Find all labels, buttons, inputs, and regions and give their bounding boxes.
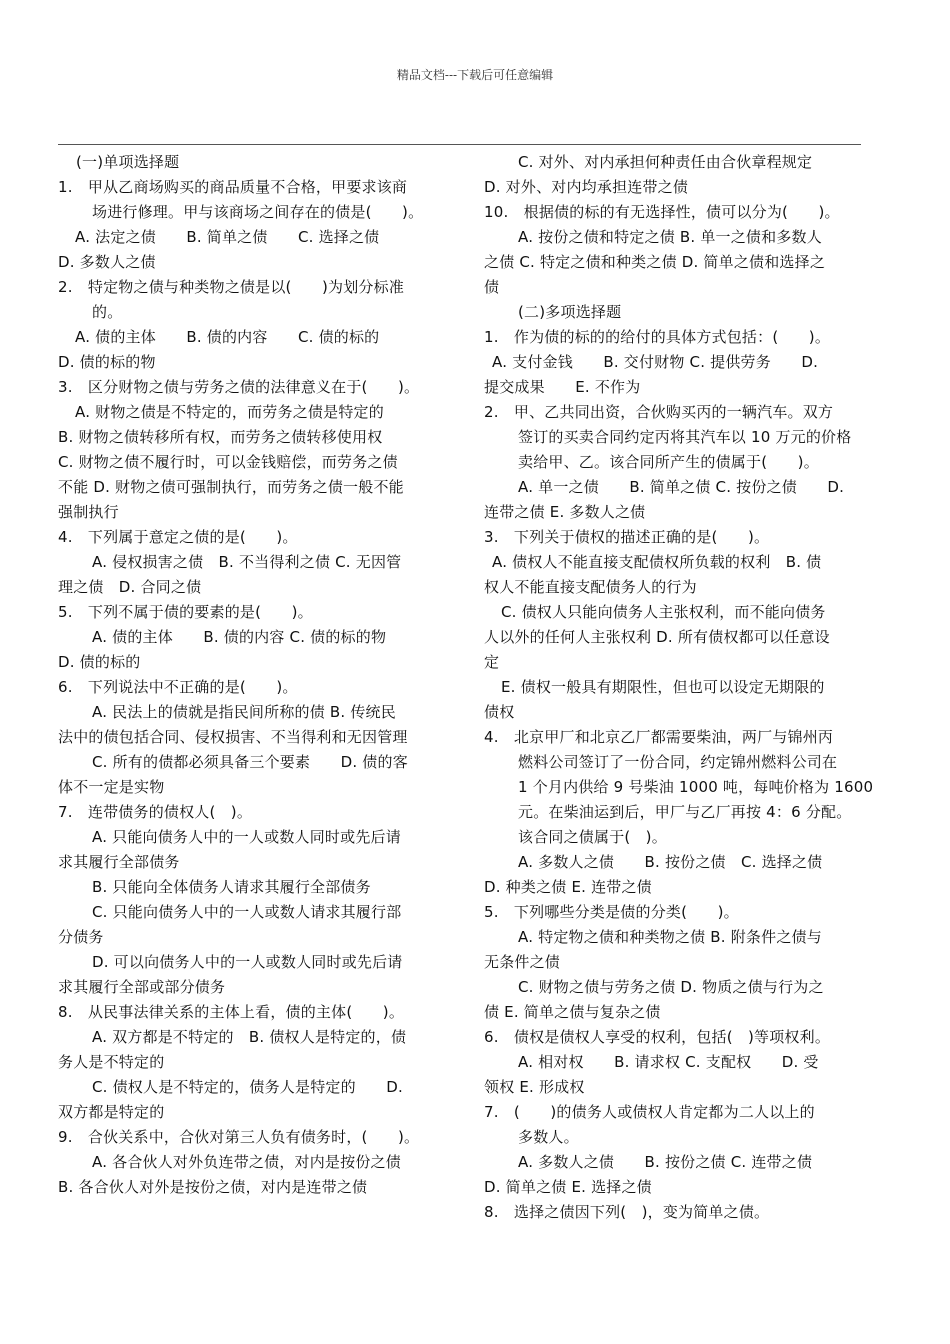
question-line: 燃料公司签订了一份合同，约定锦州燃料公司在 (518, 753, 838, 771)
option-line: A. 多数人之债 B. 按份之债 C. 连带之债 (518, 1153, 813, 1171)
question-line: 1 个月内供给 9 号柴油 1000 吨，每吨价格为 1600 (518, 778, 874, 796)
option-line: C. 债权人只能向债务人主张权利，而不能向债务 (501, 603, 826, 621)
option-line: D. 多数人之债 (58, 253, 156, 271)
option-line: D. 债的标的物 (58, 353, 156, 371)
option-line: 债 E. 简单之债与复杂之债 (484, 1003, 661, 1021)
option-line: A. 相对权 B. 请求权 C. 支配权 D. 受 (518, 1053, 819, 1071)
question-line: 2. 特定物之债与种类物之债是以( )为划分标准 (58, 278, 405, 296)
option-line: A. 双方都是不特定的 B. 债权人是特定的，债 (92, 1028, 407, 1046)
option-line: A. 债的主体 B. 债的内容 C. 债的标的物 (92, 628, 387, 646)
question-line: 的。 (92, 303, 123, 321)
page-header: 精品文档---下载后可任意编辑 (396, 68, 554, 82)
option-line: 无条件之债 (484, 953, 561, 971)
option-line: B. 只能向全体债务人请求其履行全部债务 (92, 878, 371, 896)
option-line: 提交成果 E. 不作为 (484, 378, 641, 396)
option-line: 强制执行 (58, 503, 119, 521)
option-line: A. 多数人之债 B. 按份之债 C. 选择之债 (518, 853, 823, 871)
question-line: 6. 下列说法中不正确的是( )。 (58, 678, 298, 696)
option-line: D. 可以向债务人中的一人或数人同时或先后请 (92, 953, 403, 971)
option-line: 债 (484, 278, 500, 296)
question-line: 5. 下列不属于债的要素的是( )。 (58, 603, 313, 621)
option-line: C. 债权人是不特定的，债务人是特定的 D. (92, 1078, 403, 1096)
option-line: B. 各合伙人对外是按份之债，对内是连带之债 (58, 1178, 368, 1196)
question-line: 9. 合伙关系中，合伙对第三人负有债务时，( )。 (58, 1128, 420, 1146)
option-line: A. 支付金钱 B. 交付财物 C. 提供劳务 D. (492, 353, 819, 371)
option-line: A. 法定之债 B. 简单之债 C. 选择之债 (75, 228, 380, 246)
option-line: A. 债权人不能直接支配债权所负载的权利 B. 债 (492, 553, 822, 571)
option-line: 双方都是特定的 (58, 1103, 165, 1121)
option-line: A. 只能向债务人中的一人或数人同时或先后请 (92, 828, 401, 846)
question-line: 签订的买卖合同约定丙将其汽车以 10 万元的价格 (518, 428, 852, 446)
option-line: A. 民法上的债就是指民间所称的债 B. 传统民 (92, 703, 396, 721)
right-column (484, 150, 876, 1225)
option-line: A. 按份之债和特定之债 B. 单一之债和多数人 (518, 228, 822, 246)
header-rule (58, 144, 861, 145)
question-line: 多数人。 (518, 1128, 579, 1146)
option-line: A. 财物之债是不特定的，而劳务之债是特定的 (75, 403, 384, 421)
option-line: C. 财物之债不履行时，可以金钱赔偿，而劳务之债 (58, 453, 398, 471)
option-line: D. 债的标的 (58, 653, 141, 671)
question-line: 4. 下列属于意定之债的是( )。 (58, 528, 298, 546)
question-line: 3. 下列关于债权的描述正确的是( )。 (484, 528, 770, 546)
option-line: 务人是不特定的 (58, 1053, 165, 1071)
option-line: D. 种类之债 E. 连带之债 (484, 878, 652, 896)
option-line: C. 对外、对内承担何种责任由合伙章程规定 (518, 153, 813, 171)
option-line: C. 只能向债务人中的一人或数人请求其履行部 (92, 903, 402, 921)
option-line: E. 债权一般具有期限性，但也可以设定无期限的 (501, 678, 825, 696)
option-line: A. 单一之债 B. 简单之债 C. 按份之债 D. (518, 478, 845, 496)
question-line: 1. 作为债的标的的给付的具体方式包括：( )。 (484, 328, 831, 346)
question-line: 1. 甲从乙商场购买的商品质量不合格，甲要求该商 (58, 178, 408, 196)
question-line: 5. 下列哪些分类是债的分类( )。 (484, 903, 739, 921)
option-line: 求其履行全部或部分债务 (58, 978, 226, 996)
option-line: 定 (484, 653, 500, 671)
left-column (58, 150, 456, 1200)
option-line: 法中的债包括合同、侵权损害、不当得利和无因管理 (58, 728, 408, 746)
option-line: 理之债 D. 合同之债 (58, 578, 202, 596)
option-line: D. 对外、对内均承担连带之债 (484, 178, 689, 196)
option-line: 人以外的任何人主张权利 D. 所有债权都可以任意设 (484, 628, 830, 646)
question-line: 4. 北京甲厂和北京乙厂都需要柴油，两厂与锦州丙 (484, 728, 834, 746)
option-line: C. 所有的债都必须具备三个要素 D. 债的客 (92, 753, 408, 771)
option-line: A. 各合伙人对外负连带之债，对内是按份之债 (92, 1153, 401, 1171)
option-line: 求其履行全部债务 (58, 853, 180, 871)
option-line: 债权 (484, 703, 515, 721)
section-title-single-choice: (一)单项选择题 (76, 153, 180, 171)
question-line: 10. 根据债的标的有无选择性，债可以分为( )。 (484, 203, 840, 221)
question-line: 8. 从民事法律关系的主体上看，债的主体( )。 (58, 1003, 405, 1021)
option-line: 不能 D. 财物之债可强制执行，而劳务之债一般不能 (58, 478, 404, 496)
option-line: 分债务 (58, 928, 104, 946)
question-line: 元。在柴油运到后，甲厂与乙厂再按 4：6 分配。 (518, 803, 852, 821)
option-line: D. 简单之债 E. 选择之债 (484, 1178, 652, 1196)
option-line: 连带之债 E. 多数人之债 (484, 503, 646, 521)
section-title-multiple-choice: (二)多项选择题 (518, 303, 622, 321)
option-line: 体不一定是实物 (58, 778, 165, 796)
question-line: 8. 选择之债因下列( )，变为简单之债。 (484, 1203, 770, 1221)
option-line: 权人不能直接支配债务人的行为 (484, 578, 697, 596)
option-line: A. 特定物之债和种类物之债 B. 附条件之债与 (518, 928, 822, 946)
question-line: 卖给甲、乙。该合同所产生的债属于( )。 (518, 453, 819, 471)
question-line: 场进行修理。甲与该商场之间存在的债是( )。 (92, 203, 424, 221)
question-line: 2. 甲、乙共同出资，合伙购买丙的一辆汽车。双方 (484, 403, 834, 421)
option-line: A. 债的主体 B. 债的内容 C. 债的标的 (75, 328, 380, 346)
option-line: A. 侵权损害之债 B. 不当得利之债 C. 无因管 (92, 553, 402, 571)
option-line: C. 财物之债与劳务之债 D. 物质之债与行为之 (518, 978, 824, 996)
question-line: 7. ( )的债务人或债权人肯定都为二人以上的 (484, 1103, 815, 1121)
question-line: 3. 区分财物之债与劳务之债的法律意义在于( )。 (58, 378, 420, 396)
option-line: 之债 C. 特定之债和种类之债 D. 简单之债和选择之 (484, 253, 826, 271)
question-line: 7. 连带债务的债权人( )。 (58, 803, 253, 821)
option-line: B. 财物之债转移所有权，而劳务之债转移使用权 (58, 428, 383, 446)
option-line: 领权 E. 形成权 (484, 1078, 585, 1096)
question-line: 该合同之债属于( )。 (518, 828, 667, 846)
question-line: 6. 债权是债权人享受的权利，包括( )等项权利。 (484, 1028, 831, 1046)
